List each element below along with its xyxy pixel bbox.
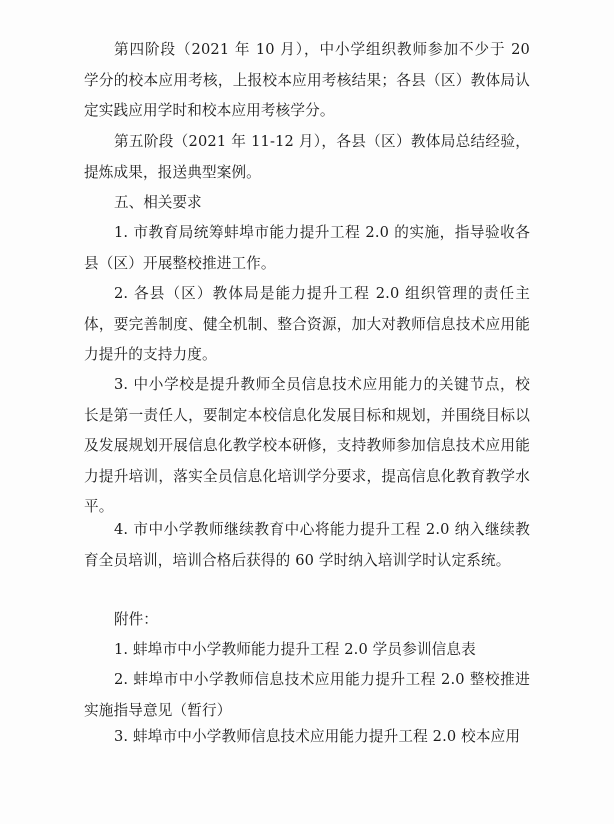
requirement-item-1: 1. 市教育局统筹蚌埠市能力提升工程 2.0 的实施，指导验收各县（区）开展整校推进工作。 xyxy=(84,224,530,272)
requirement-item-3: 3. 中小学校是提升教师全员信息技术应用能力的关键节点，校长是第一责任人，要制定本校信息化发展目标和规划，并围绕目标以及发展规划开展信息化教学校本研修，支持教师参加信息技术应用能力提升培训，落实全员信息化培训学分要求，提高信息化教育教学水平。 xyxy=(84,376,530,515)
requirement-item-2: 2. 各县（区）教体局是能力提升工程 2.0 组织管理的责任主体，要完善制度、健全机制、整合资源，加大对教师信息技术应用能力提升的支持力度。 xyxy=(84,285,530,363)
attachment-item-2: 2. 蚌埠市中小学教师信息技术应用能力提升工程 2.0 整校推进实施指导意见（暂行） xyxy=(84,671,530,719)
attachments-label: 附件： xyxy=(114,611,158,628)
paragraph-stage-four: 第四阶段（2021 年 10 月），中小学组织教师参加不少于 20 学分的校本应用考核，上报校本应用考核结果；各县（区）教体局认定实践应用学时和校本应用考核学分。 xyxy=(84,41,530,119)
attachment-item-3: 3. 蚌埠市中小学教师信息技术应用能力提升工程 2.0 校本应用 xyxy=(114,728,521,745)
paragraph-stage-five: 第五阶段（2021 年 11-12 月），各县（区）教体局总结经验，提炼成果，报送典型案例。 xyxy=(84,133,530,181)
attachment-item-1: 1. 蚌埠市中小学教师能力提升工程 2.0 学员参训信息表 xyxy=(114,641,476,658)
section-heading-requirements: 五、相关要求 xyxy=(114,194,202,211)
requirement-item-4: 4. 市中小学教师继续教育中心将能力提升工程 2.0 纳入继续教育全员培训，培训合格后获得的 60 学时纳入培训学时认定系统。 xyxy=(84,521,530,569)
